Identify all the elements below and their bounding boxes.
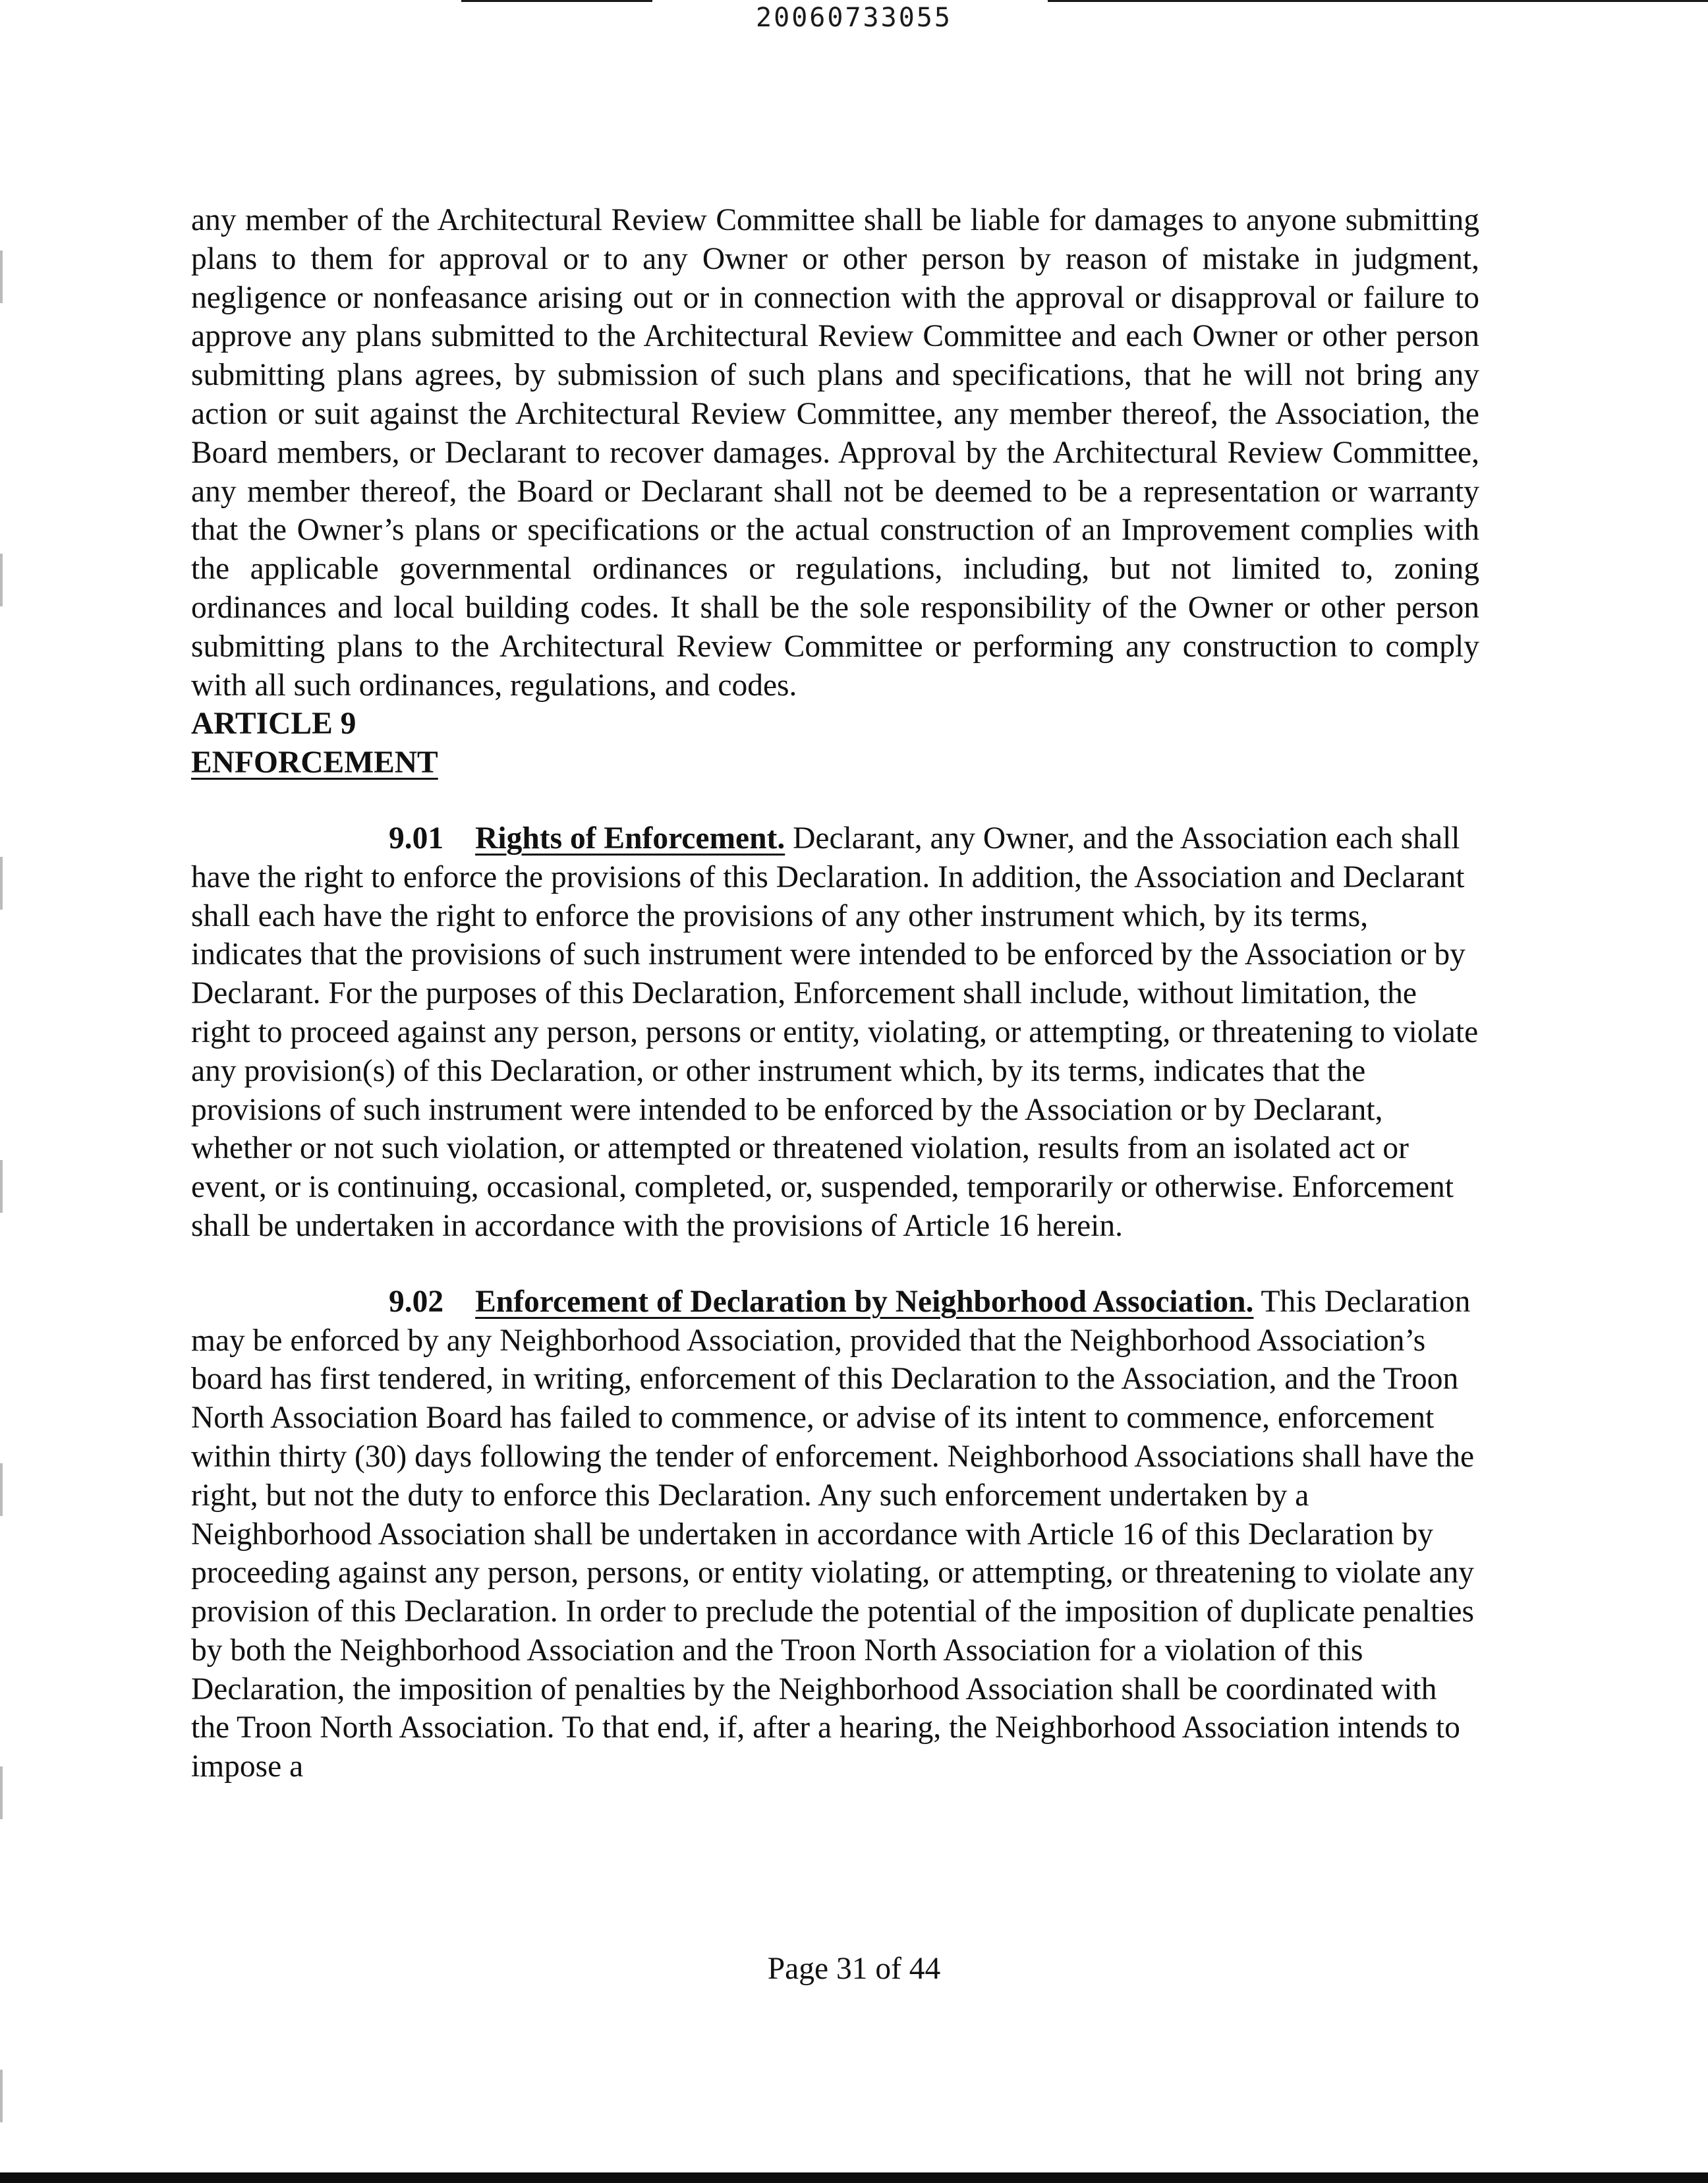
- section-number: 9.02: [389, 1284, 444, 1319]
- section-text: Declarant, any Owner, and the Association each shall have the right to enforce the provisions of this Declaration. In addition, the Association and Declarant shall each have the right to enforce the provisions of any other instrument which, by its terms, indicates that the provisions of such instrument were intended to be enforced by the Association or by Declarant. For the purposes of this Declaration, Enforcement shall include, without limitation, the right to proceed against any person, persons or entity, violating, or attempting, or threatening to violate any provision(s) of this Declaration, or other instrument which, by its terms, indicates that the provisions of such instrument were intended to be enforced by the Association or by Declarant, whether or not such violation, or attempted or threatened violation, results from an isolated act or event, or is continuing, occasional, completed, or, suspended, temporarily or otherwise. Enforcement shall be undertaken in accordance with the provisions of Article 16 herein.: [191, 821, 1479, 1243]
- article-heading: ARTICLE 9: [191, 707, 356, 742]
- section-paragraph: [191, 819, 1479, 1246]
- header-rule-right: [1048, 0, 1708, 2]
- header-rule-left: [461, 0, 652, 2]
- continuation-paragraph: any member of the Architectural Review Committee shall be liable for damages to anyone submitting plans to them for approval or to any Owner or other person by reason of mistake in judgment, negligence or nonfeasance arising out or in connection with the approval or disapproval or failure to approve any plans submitted to the Architectural Review Committee and each Owner or other person submitting plans agrees, by submission of such plans and specifications, that he will not bring any action or suit against the Architectural Review Committee, any member thereof, the Association, the Board members, or Declarant to recover damages. Approval by the Architectural Review Committee, any member thereof, the Board or Declarant shall not be deemed to be a representation or warranty that the Owner’s plans or specifications or the actual construction of an Improvement complies with the applicable governmental ordinances or regulations, including, but not limited to, zoning ordinances and local building codes. It shall be the sole responsibility of the Owner or other person submitting plans to the Architectural Review Committee or performing any construction to comply with all such ordinances, regulations, and codes.: [191, 203, 1479, 703]
- section-9-02: [191, 1283, 1479, 1786]
- section-number: 9.01: [389, 821, 444, 856]
- scan-left-edge: [0, 0, 3, 2183]
- section-paragraph: [191, 1283, 1479, 1786]
- page-number: Page 31 of 44: [767, 1952, 941, 1986]
- article-title: ENFORCEMENT: [191, 745, 438, 780]
- document-number: 20060733055: [756, 3, 952, 33]
- section-title: Rights of Enforcement.: [475, 821, 785, 856]
- section-title: Enforcement of Declaration by Neighborhood Association.: [475, 1284, 1254, 1319]
- document-body: [191, 201, 1479, 1786]
- section-text: This Declaration may be enforced by any Neighborhood Association, provided that the Neighborhood Association’s board has first tendered, in writing, enforcement of this Declaration to the Association, and the Troon North Association Board has failed to commence, or advise of its intent to commence, enforcement within thirty (30) days following the tender of enforcement. Neighborhood Associations shall have the right, but not the duty to enforce this Declaration. Any such enforcement undertaken by a Neighborhood Association shall be undertaken in accordance with Article 16 of this Declaration by proceeding against any person, persons, or entity violating, or attempting, or threatening to violate any provision of this Declaration. In order to preclude the potential of the imposition of duplicate penalties by both the Neighborhood Association and the Troon North Association for a violation of this Declaration, the imposition of penalties by the Neighborhood Association shall be coordinated with the Troon North Association. To that end, if, after a hearing, the Neighborhood Association intends to impose a: [191, 1284, 1475, 1784]
- section-9-01: [191, 819, 1479, 1246]
- scan-bottom-edge: [0, 2172, 1708, 2183]
